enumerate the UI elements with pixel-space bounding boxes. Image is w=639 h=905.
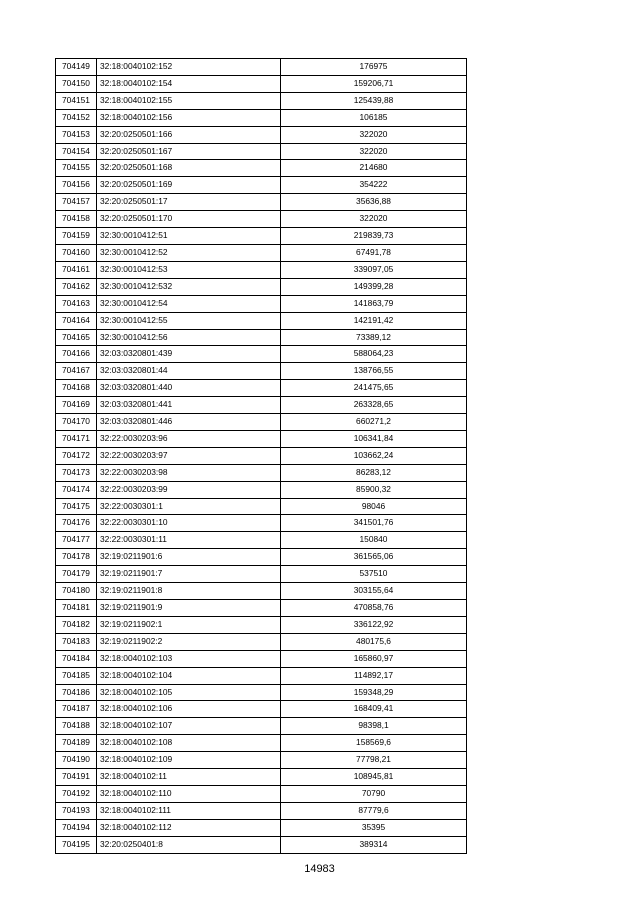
value-cell: 537510 (281, 566, 467, 583)
table-row (56, 346, 467, 363)
value-cell: 322020 (281, 126, 467, 143)
table-row (56, 397, 467, 414)
table-row (56, 75, 467, 92)
value-cell: 86283,12 (281, 464, 467, 481)
row-id-cell: 704179 (56, 566, 97, 583)
value-cell: 108945,81 (281, 769, 467, 786)
cadastral-number-cell: 32:18:0040102:108 (97, 735, 281, 752)
cadastral-number-cell: 32:22:0030203:98 (97, 464, 281, 481)
row-id-cell: 704153 (56, 126, 97, 143)
cadastral-number-cell: 32:18:0040102:109 (97, 752, 281, 769)
table-row (56, 667, 467, 684)
row-id-cell: 704183 (56, 633, 97, 650)
table-row (56, 126, 467, 143)
value-cell: 142191,42 (281, 312, 467, 329)
row-id-cell: 704163 (56, 295, 97, 312)
cadastral-number-cell: 32:19:0211901:7 (97, 566, 281, 583)
row-id-cell: 704150 (56, 75, 97, 92)
value-cell: 85900,32 (281, 481, 467, 498)
row-id-cell: 704174 (56, 481, 97, 498)
row-id-cell: 704171 (56, 430, 97, 447)
cadastral-number-cell: 32:18:0040102:107 (97, 718, 281, 735)
table-row (56, 566, 467, 583)
cadastral-number-cell: 32:18:0040102:110 (97, 785, 281, 802)
row-id-cell: 704165 (56, 329, 97, 346)
row-id-cell: 704185 (56, 667, 97, 684)
value-cell: 67491,78 (281, 244, 467, 261)
value-cell: 219839,73 (281, 228, 467, 245)
value-cell: 77798,21 (281, 752, 467, 769)
cadastral-number-cell: 32:03:0320801:439 (97, 346, 281, 363)
value-cell: 87779,6 (281, 802, 467, 819)
table-row (56, 244, 467, 261)
value-cell: 158569,6 (281, 735, 467, 752)
cadastral-number-cell: 32:22:0030301:1 (97, 498, 281, 515)
cadastral-number-cell: 32:18:0040102:105 (97, 684, 281, 701)
row-id-cell: 704162 (56, 278, 97, 295)
table-row (56, 363, 467, 380)
row-id-cell: 704167 (56, 363, 97, 380)
cadastral-number-cell: 32:18:0040102:156 (97, 109, 281, 126)
row-id-cell: 704157 (56, 194, 97, 211)
value-cell: 73389,12 (281, 329, 467, 346)
table-row (56, 228, 467, 245)
row-id-cell: 704186 (56, 684, 97, 701)
cadastral-number-cell: 32:30:0010412:54 (97, 295, 281, 312)
row-id-cell: 704173 (56, 464, 97, 481)
table-row (56, 143, 467, 160)
value-cell: 322020 (281, 143, 467, 160)
value-cell: 106341,84 (281, 430, 467, 447)
row-id-cell: 704160 (56, 244, 97, 261)
table-row (56, 380, 467, 397)
value-cell: 159348,29 (281, 684, 467, 701)
value-cell: 588064,23 (281, 346, 467, 363)
cadastral-number-cell: 32:22:0030203:96 (97, 430, 281, 447)
cadastral-number-cell: 32:22:0030203:99 (97, 481, 281, 498)
value-cell: 159206,71 (281, 75, 467, 92)
cadastral-number-cell: 32:30:0010412:53 (97, 261, 281, 278)
table-row (56, 752, 467, 769)
value-cell: 35395 (281, 819, 467, 836)
cadastral-number-cell: 32:03:0320801:446 (97, 414, 281, 431)
row-id-cell: 704158 (56, 211, 97, 228)
table-row (56, 312, 467, 329)
value-cell: 361565,06 (281, 549, 467, 566)
table-row (56, 261, 467, 278)
table-row (56, 616, 467, 633)
cadastral-number-cell: 32:18:0040102:104 (97, 667, 281, 684)
cadastral-number-cell: 32:20:0250501:166 (97, 126, 281, 143)
value-cell: 103662,24 (281, 447, 467, 464)
row-id-cell: 704178 (56, 549, 97, 566)
table-row (56, 278, 467, 295)
value-cell: 303155,64 (281, 583, 467, 600)
value-cell: 241475,65 (281, 380, 467, 397)
table-body (56, 59, 467, 854)
value-cell: 168409,41 (281, 701, 467, 718)
cadastral-number-cell: 32:18:0040102:106 (97, 701, 281, 718)
cadastral-number-cell: 32:20:0250501:169 (97, 177, 281, 194)
row-id-cell: 704151 (56, 92, 97, 109)
row-id-cell: 704161 (56, 261, 97, 278)
cadastral-number-cell: 32:22:0030301:11 (97, 532, 281, 549)
table-row (56, 329, 467, 346)
value-cell: 214680 (281, 160, 467, 177)
cadastral-number-cell: 32:18:0040102:155 (97, 92, 281, 109)
value-cell: 141863,79 (281, 295, 467, 312)
row-id-cell: 704191 (56, 769, 97, 786)
table-row (56, 515, 467, 532)
table-row (56, 498, 467, 515)
value-cell: 389314 (281, 836, 467, 853)
value-cell: 660271,2 (281, 414, 467, 431)
cadastral-number-cell: 32:19:0211902:2 (97, 633, 281, 650)
table-row (56, 600, 467, 617)
page-number: 14983 (304, 863, 335, 875)
cadastral-number-cell: 32:18:0040102:11 (97, 769, 281, 786)
cadastral-number-cell: 32:03:0320801:441 (97, 397, 281, 414)
cadastral-number-cell: 32:30:0010412:55 (97, 312, 281, 329)
table-row (56, 464, 467, 481)
row-id-cell: 704188 (56, 718, 97, 735)
row-id-cell: 704193 (56, 802, 97, 819)
table-row (56, 414, 467, 431)
value-cell: 98398,1 (281, 718, 467, 735)
row-id-cell: 704175 (56, 498, 97, 515)
row-id-cell: 704172 (56, 447, 97, 464)
value-cell: 70790 (281, 785, 467, 802)
row-id-cell: 704187 (56, 701, 97, 718)
value-cell: 150840 (281, 532, 467, 549)
table-row (56, 481, 467, 498)
table-row (56, 633, 467, 650)
table-row (56, 177, 467, 194)
table-row (56, 819, 467, 836)
cadastral-number-cell: 32:30:0010412:52 (97, 244, 281, 261)
table-row (56, 92, 467, 109)
cadastral-number-cell: 32:03:0320801:44 (97, 363, 281, 380)
row-id-cell: 704177 (56, 532, 97, 549)
table-row (56, 532, 467, 549)
row-id-cell: 704184 (56, 650, 97, 667)
row-id-cell: 704152 (56, 109, 97, 126)
table-row (56, 160, 467, 177)
value-cell: 339097,05 (281, 261, 467, 278)
cadastral-number-cell: 32:30:0010412:532 (97, 278, 281, 295)
row-id-cell: 704166 (56, 346, 97, 363)
row-id-cell: 704190 (56, 752, 97, 769)
row-id-cell: 704180 (56, 583, 97, 600)
cadastral-number-cell: 32:19:0211902:1 (97, 616, 281, 633)
row-id-cell: 704189 (56, 735, 97, 752)
table-row (56, 430, 467, 447)
cadastral-number-cell: 32:20:0250501:167 (97, 143, 281, 160)
table-row (56, 583, 467, 600)
table-row (56, 295, 467, 312)
table-row (56, 194, 467, 211)
table-row (56, 59, 467, 76)
cadastral-number-cell: 32:18:0040102:112 (97, 819, 281, 836)
data-table (55, 58, 467, 854)
value-cell: 149399,28 (281, 278, 467, 295)
row-id-cell: 704195 (56, 836, 97, 853)
value-cell: 114892,17 (281, 667, 467, 684)
value-cell: 165860,97 (281, 650, 467, 667)
row-id-cell: 704169 (56, 397, 97, 414)
row-id-cell: 704154 (56, 143, 97, 160)
value-cell: 263328,65 (281, 397, 467, 414)
row-id-cell: 704181 (56, 600, 97, 617)
table-row (56, 802, 467, 819)
cadastral-number-cell: 32:03:0320801:440 (97, 380, 281, 397)
value-cell: 138766,55 (281, 363, 467, 380)
value-cell: 125439,88 (281, 92, 467, 109)
cadastral-number-cell: 32:20:0250401:8 (97, 836, 281, 853)
cadastral-number-cell: 32:18:0040102:103 (97, 650, 281, 667)
row-id-cell: 704168 (56, 380, 97, 397)
cadastral-number-cell: 32:19:0211901:6 (97, 549, 281, 566)
row-id-cell: 704176 (56, 515, 97, 532)
table-row (56, 735, 467, 752)
cadastral-number-cell: 32:30:0010412:51 (97, 228, 281, 245)
table-row (56, 701, 467, 718)
table-row (56, 549, 467, 566)
row-id-cell: 704164 (56, 312, 97, 329)
table-row (56, 109, 467, 126)
table-row (56, 211, 467, 228)
value-cell: 35636,88 (281, 194, 467, 211)
table-row (56, 836, 467, 853)
table-row (56, 769, 467, 786)
cadastral-number-cell: 32:22:0030203:97 (97, 447, 281, 464)
row-id-cell: 704155 (56, 160, 97, 177)
row-id-cell: 704192 (56, 785, 97, 802)
table-row (56, 684, 467, 701)
row-id-cell: 704159 (56, 228, 97, 245)
value-cell: 176975 (281, 59, 467, 76)
value-cell: 470858,76 (281, 600, 467, 617)
row-id-cell: 704194 (56, 819, 97, 836)
table-row (56, 718, 467, 735)
row-id-cell: 704149 (56, 59, 97, 76)
value-cell: 322020 (281, 211, 467, 228)
cadastral-number-cell: 32:30:0010412:56 (97, 329, 281, 346)
cadastral-number-cell: 32:20:0250501:17 (97, 194, 281, 211)
cadastral-number-cell: 32:20:0250501:170 (97, 211, 281, 228)
row-id-cell: 704182 (56, 616, 97, 633)
value-cell: 480175,6 (281, 633, 467, 650)
value-cell: 106185 (281, 109, 467, 126)
table-row (56, 785, 467, 802)
value-cell: 98046 (281, 498, 467, 515)
value-cell: 336122,92 (281, 616, 467, 633)
cadastral-number-cell: 32:22:0030301:10 (97, 515, 281, 532)
cadastral-number-cell: 32:18:0040102:111 (97, 802, 281, 819)
value-cell: 354222 (281, 177, 467, 194)
cadastral-number-cell: 32:20:0250501:168 (97, 160, 281, 177)
cadastral-number-cell: 32:19:0211901:8 (97, 583, 281, 600)
table-row (56, 447, 467, 464)
cadastral-number-cell: 32:18:0040102:152 (97, 59, 281, 76)
row-id-cell: 704156 (56, 177, 97, 194)
cadastral-number-cell: 32:18:0040102:154 (97, 75, 281, 92)
table-row (56, 650, 467, 667)
value-cell: 341501,76 (281, 515, 467, 532)
cadastral-number-cell: 32:19:0211901:9 (97, 600, 281, 617)
row-id-cell: 704170 (56, 414, 97, 431)
